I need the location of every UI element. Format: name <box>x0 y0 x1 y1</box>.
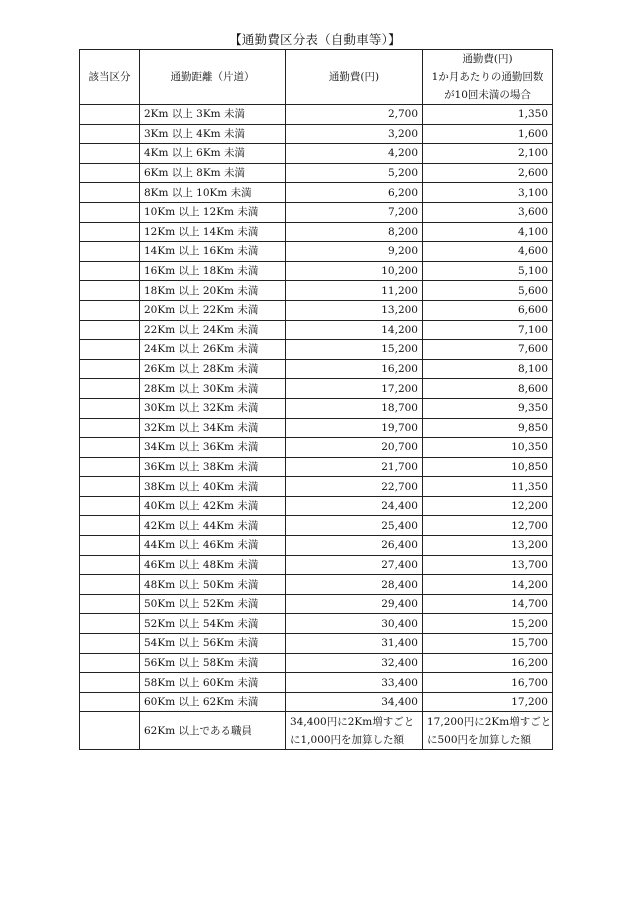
category-cell <box>80 634 140 654</box>
fee-cell: 6,200 <box>286 183 423 203</box>
commute-fee-table <box>79 49 553 750</box>
fee-cell: 21,700 <box>286 457 423 477</box>
half-fee-cell: 2,100 <box>423 144 553 164</box>
fee-cell: 7,200 <box>286 202 423 222</box>
category-cell <box>80 398 140 418</box>
fee-cell: 2,700 <box>286 105 423 125</box>
fee-cell: 20,700 <box>286 438 423 458</box>
category-cell <box>80 144 140 164</box>
half-fee-cell: 2,600 <box>423 163 553 183</box>
distance-cell: 62Km 以上である職員 <box>140 712 286 750</box>
table-row <box>80 438 553 458</box>
distance-cell: 12Km 以上 14Km 未満 <box>140 222 286 242</box>
category-cell <box>80 477 140 497</box>
fee-cell: 27,400 <box>286 555 423 575</box>
table-row <box>80 614 553 634</box>
fee-rule-line2: に1,000円を加算した額 <box>290 733 405 746</box>
header-half-fee <box>423 50 553 105</box>
half-fee-cell: 1,350 <box>423 105 553 125</box>
half-fee-cell: 10,350 <box>423 438 553 458</box>
page-title: 【通勤費区分表（自動車等）】 <box>229 32 401 47</box>
category-cell <box>80 281 140 301</box>
distance-cell: 3Km 以上 4Km 未満 <box>140 124 286 144</box>
distance-cell: 32Km 以上 34Km 未満 <box>140 418 286 438</box>
fee-cell: 24,400 <box>286 496 423 516</box>
fee-cell: 26,400 <box>286 536 423 556</box>
table-row <box>80 320 553 340</box>
header-half-fee-line1: 通勤費(円) <box>462 53 513 65</box>
half-fee-cell: 15,200 <box>423 614 553 634</box>
table-row <box>80 300 553 320</box>
category-cell <box>80 418 140 438</box>
fee-cell: 13,200 <box>286 300 423 320</box>
half-fee-cell: 16,700 <box>423 673 553 693</box>
distance-cell: 52Km 以上 54Km 未満 <box>140 614 286 634</box>
table-row <box>80 457 553 477</box>
half-fee-rule-line1: 17,200円に2Km増すごと <box>427 715 552 728</box>
half-fee-cell: 3,100 <box>423 183 553 203</box>
half-fee-cell: 4,100 <box>423 222 553 242</box>
table-row <box>80 124 553 144</box>
fee-cell: 4,200 <box>286 144 423 164</box>
table-row <box>80 183 553 203</box>
category-cell <box>80 320 140 340</box>
distance-cell: 16Km 以上 18Km 未満 <box>140 261 286 281</box>
category-cell <box>80 124 140 144</box>
distance-cell: 48Km 以上 50Km 未満 <box>140 575 286 595</box>
half-fee-cell: 8,600 <box>423 379 553 399</box>
fee-cell: 3,200 <box>286 124 423 144</box>
distance-cell: 44Km 以上 46Km 未満 <box>140 536 286 556</box>
fee-cell: 14,200 <box>286 320 423 340</box>
header-half-fee-line3: が10回未満の場合 <box>444 89 531 101</box>
half-fee-rule-line2: に500円を加算した額 <box>427 733 532 746</box>
half-fee-cell: 10,850 <box>423 457 553 477</box>
fee-cell: 30,400 <box>286 614 423 634</box>
fee-cell: 32,400 <box>286 653 423 673</box>
half-fee-cell: 3,600 <box>423 202 553 222</box>
distance-cell: 54Km 以上 56Km 未満 <box>140 634 286 654</box>
table-row <box>80 163 553 183</box>
category-cell <box>80 692 140 712</box>
fee-cell: 18,700 <box>286 398 423 418</box>
fee-rule-cell <box>286 712 423 750</box>
fee-cell: 5,200 <box>286 163 423 183</box>
table-row-last <box>80 712 553 750</box>
distance-cell: 14Km 以上 16Km 未満 <box>140 242 286 262</box>
header-distance: 通勤距離（片道） <box>140 50 286 105</box>
half-fee-cell: 1,600 <box>423 124 553 144</box>
fee-rule-line1: 34,400円に2Km増すごと <box>290 715 415 728</box>
category-cell <box>80 300 140 320</box>
category-cell <box>80 202 140 222</box>
category-cell <box>80 496 140 516</box>
category-cell <box>80 575 140 595</box>
table-body <box>80 105 553 712</box>
distance-cell: 34Km 以上 36Km 未満 <box>140 438 286 458</box>
category-cell <box>80 340 140 360</box>
distance-cell: 28Km 以上 30Km 未満 <box>140 379 286 399</box>
table-row <box>80 359 553 379</box>
table-row <box>80 144 553 164</box>
table-row <box>80 516 553 536</box>
half-fee-cell: 8,100 <box>423 359 553 379</box>
half-fee-cell: 12,700 <box>423 516 553 536</box>
half-fee-cell: 16,200 <box>423 653 553 673</box>
table-row <box>80 340 553 360</box>
half-fee-cell: 14,700 <box>423 594 553 614</box>
category-cell <box>80 712 140 750</box>
distance-cell: 24Km 以上 26Km 未満 <box>140 340 286 360</box>
category-cell <box>80 438 140 458</box>
fee-cell: 34,400 <box>286 692 423 712</box>
distance-cell: 42Km 以上 44Km 未満 <box>140 516 286 536</box>
table-row <box>80 692 553 712</box>
table-row <box>80 555 553 575</box>
half-fee-cell: 11,350 <box>423 477 553 497</box>
distance-cell: 6Km 以上 8Km 未満 <box>140 163 286 183</box>
header-category: 該当区分 <box>80 50 140 105</box>
category-cell <box>80 359 140 379</box>
table-row <box>80 653 553 673</box>
fee-cell: 31,400 <box>286 634 423 654</box>
fee-cell: 19,700 <box>286 418 423 438</box>
fee-cell: 29,400 <box>286 594 423 614</box>
fee-cell: 33,400 <box>286 673 423 693</box>
category-cell <box>80 222 140 242</box>
half-fee-cell: 7,600 <box>423 340 553 360</box>
half-fee-cell: 13,200 <box>423 536 553 556</box>
table-row <box>80 261 553 281</box>
table-row <box>80 202 553 222</box>
fee-cell: 17,200 <box>286 379 423 399</box>
category-cell <box>80 594 140 614</box>
fee-cell: 11,200 <box>286 281 423 301</box>
table-header-row <box>80 50 553 105</box>
fee-cell: 15,200 <box>286 340 423 360</box>
table-row <box>80 222 553 242</box>
fee-cell: 9,200 <box>286 242 423 262</box>
table-row <box>80 242 553 262</box>
fee-cell: 28,400 <box>286 575 423 595</box>
table-row <box>80 398 553 418</box>
half-fee-cell: 5,100 <box>423 261 553 281</box>
fee-cell: 16,200 <box>286 359 423 379</box>
distance-cell: 38Km 以上 40Km 未満 <box>140 477 286 497</box>
distance-cell: 58Km 以上 60Km 未満 <box>140 673 286 693</box>
table-row <box>80 418 553 438</box>
distance-cell: 36Km 以上 38Km 未満 <box>140 457 286 477</box>
distance-cell: 8Km 以上 10Km 未満 <box>140 183 286 203</box>
category-cell <box>80 183 140 203</box>
category-cell <box>80 379 140 399</box>
distance-cell: 50Km 以上 52Km 未満 <box>140 594 286 614</box>
fee-cell: 22,700 <box>286 477 423 497</box>
half-fee-rule-cell <box>423 712 553 750</box>
half-fee-cell: 7,100 <box>423 320 553 340</box>
distance-cell: 10Km 以上 12Km 未満 <box>140 202 286 222</box>
half-fee-cell: 5,600 <box>423 281 553 301</box>
header-fee: 通勤費(円) <box>286 50 423 105</box>
table-row <box>80 594 553 614</box>
table-row <box>80 536 553 556</box>
category-cell <box>80 614 140 634</box>
distance-cell: 22Km 以上 24Km 未満 <box>140 320 286 340</box>
header-half-fee-line2: 1か月あたりの通勤回数 <box>431 71 544 83</box>
half-fee-cell: 6,600 <box>423 300 553 320</box>
category-cell <box>80 653 140 673</box>
distance-cell: 56Km 以上 58Km 未満 <box>140 653 286 673</box>
half-fee-cell: 15,700 <box>423 634 553 654</box>
distance-cell: 4Km 以上 6Km 未満 <box>140 144 286 164</box>
table-row <box>80 634 553 654</box>
half-fee-cell: 9,850 <box>423 418 553 438</box>
fee-cell: 8,200 <box>286 222 423 242</box>
half-fee-cell: 4,600 <box>423 242 553 262</box>
table-row <box>80 105 553 125</box>
distance-cell: 20Km 以上 22Km 未満 <box>140 300 286 320</box>
fee-cell: 25,400 <box>286 516 423 536</box>
fee-cell: 10,200 <box>286 261 423 281</box>
distance-cell: 2Km 以上 3Km 未満 <box>140 105 286 125</box>
distance-cell: 26Km 以上 28Km 未満 <box>140 359 286 379</box>
category-cell <box>80 242 140 262</box>
category-cell <box>80 536 140 556</box>
distance-cell: 40Km 以上 42Km 未満 <box>140 496 286 516</box>
distance-cell: 46Km 以上 48Km 未満 <box>140 555 286 575</box>
category-cell <box>80 555 140 575</box>
table-row <box>80 379 553 399</box>
table-row <box>80 496 553 516</box>
category-cell <box>80 457 140 477</box>
category-cell <box>80 105 140 125</box>
distance-cell: 30Km 以上 32Km 未満 <box>140 398 286 418</box>
half-fee-cell: 17,200 <box>423 692 553 712</box>
distance-cell: 18Km 以上 20Km 未満 <box>140 281 286 301</box>
table-row <box>80 281 553 301</box>
category-cell <box>80 163 140 183</box>
table-row <box>80 575 553 595</box>
category-cell <box>80 673 140 693</box>
half-fee-cell: 13,700 <box>423 555 553 575</box>
distance-cell: 60Km 以上 62Km 未満 <box>140 692 286 712</box>
category-cell <box>80 516 140 536</box>
table-row <box>80 477 553 497</box>
half-fee-cell: 14,200 <box>423 575 553 595</box>
half-fee-cell: 9,350 <box>423 398 553 418</box>
half-fee-cell: 12,200 <box>423 496 553 516</box>
table-row <box>80 673 553 693</box>
category-cell <box>80 261 140 281</box>
